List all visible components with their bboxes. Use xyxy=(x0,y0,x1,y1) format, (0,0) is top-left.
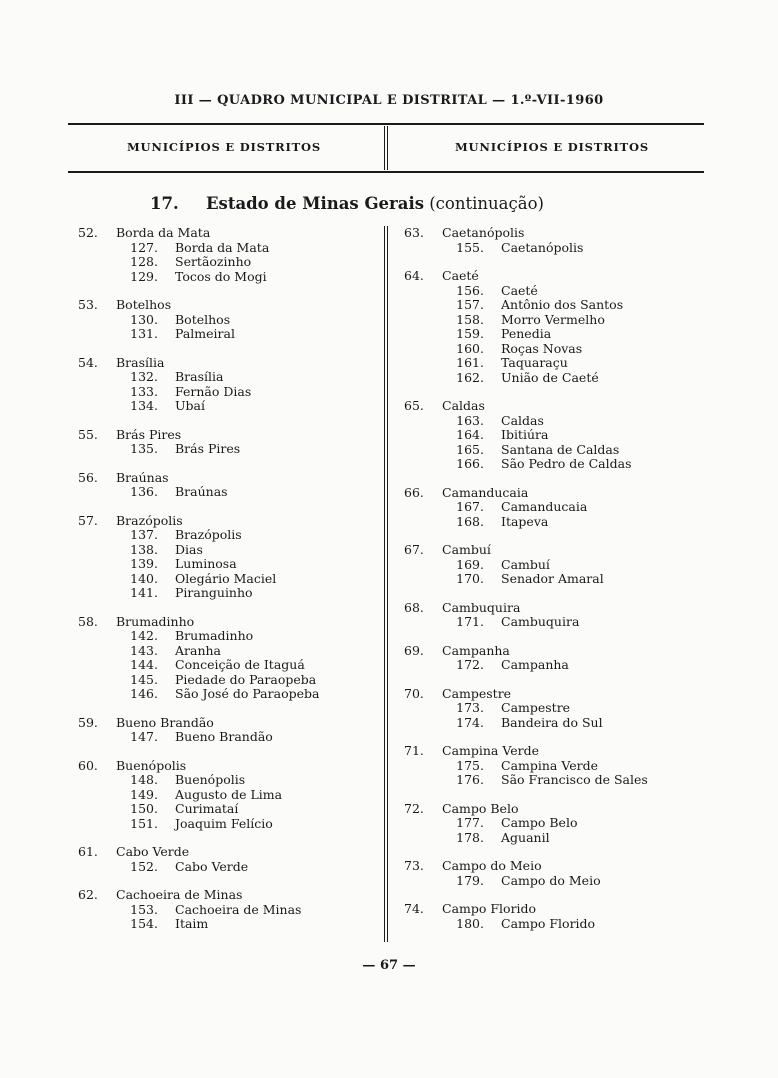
district-row xyxy=(404,716,704,731)
district-number: 152. xyxy=(130,858,158,874)
page-header: III — QUADRO MUNICIPAL E DISTRITAL — 1.º-VII-1960 xyxy=(174,93,604,108)
district-number: 166. xyxy=(456,456,484,471)
municipality-row xyxy=(78,471,378,486)
district-name: Curimataí xyxy=(175,801,239,816)
district-row xyxy=(78,399,378,414)
district-number: 129. xyxy=(130,268,158,284)
district-row xyxy=(404,327,704,342)
municipality-row xyxy=(78,514,378,529)
district-row xyxy=(78,788,378,803)
municipality-row xyxy=(78,615,378,630)
district-row xyxy=(404,457,704,472)
district-name: Brasília xyxy=(175,369,224,384)
municipality-number: 69. xyxy=(404,642,424,658)
district-row xyxy=(78,543,378,558)
district-number: 180. xyxy=(456,915,484,931)
municipality-name: Caeté xyxy=(442,268,479,283)
district-name: União de Caeté xyxy=(501,369,599,385)
district-number: 137. xyxy=(130,527,158,542)
district-number: 139. xyxy=(130,556,158,571)
district-row xyxy=(404,773,704,788)
district-number: 177. xyxy=(456,815,484,830)
municipality-name: Brumadinho xyxy=(116,613,195,629)
district-row xyxy=(78,817,378,832)
district-name: Cambuquira xyxy=(501,614,580,629)
district-row xyxy=(404,313,704,328)
district-number: 134. xyxy=(130,398,158,413)
district-row xyxy=(404,658,704,673)
district-row xyxy=(78,572,378,587)
district-name: São José do Paraopeba xyxy=(175,686,320,701)
district-name: Senador Amaral xyxy=(501,571,604,586)
district-name: Piranguinho xyxy=(175,585,253,600)
district-name: Cabo Verde xyxy=(175,858,249,874)
district-name: Roças Novas xyxy=(501,340,583,356)
municipality-entry xyxy=(404,744,704,788)
district-number: 146. xyxy=(130,686,158,701)
municipality-row xyxy=(404,226,704,241)
district-name: Botelhos xyxy=(175,311,231,327)
district-row xyxy=(78,802,378,817)
section-number: 17. xyxy=(150,194,179,213)
municipality-entry xyxy=(404,543,704,587)
municipality-number: 73. xyxy=(404,858,424,873)
section-title-bold: Estado de Minas Gerais xyxy=(205,194,424,213)
district-number: 164. xyxy=(456,427,484,442)
district-number: 176. xyxy=(456,772,484,787)
municipality-row xyxy=(404,802,704,817)
district-row xyxy=(78,241,378,256)
district-number: 153. xyxy=(130,901,158,917)
district-row xyxy=(78,313,378,328)
district-number: 175. xyxy=(456,757,484,773)
municipality-entry xyxy=(404,644,704,673)
municipality-name: Cachoeira de Minas xyxy=(116,887,243,902)
district-number: 171. xyxy=(456,614,484,629)
district-number: 174. xyxy=(456,714,484,730)
municipality-name: Campo Belo xyxy=(442,800,519,816)
municipality-entry xyxy=(404,486,704,530)
district-row xyxy=(78,385,378,400)
right-column-heading: MUNICÍPIOS E DISTRITOS xyxy=(455,140,649,154)
district-number: 142. xyxy=(130,628,158,643)
district-number: 172. xyxy=(456,657,484,672)
district-row xyxy=(78,255,378,270)
district-name: Sertãozinho xyxy=(175,254,252,269)
district-number: 150. xyxy=(130,801,158,816)
column-divider-2 xyxy=(387,226,388,942)
municipality-name: Campo do Meio xyxy=(442,858,542,873)
municipality-number: 59. xyxy=(78,714,98,730)
district-row xyxy=(78,629,378,644)
district-number: 178. xyxy=(456,829,484,845)
municipality-name: Caldas xyxy=(442,398,485,413)
municipality-name: Botelhos xyxy=(116,297,172,312)
municipality-name: Bueno Brandão xyxy=(116,714,214,730)
municipality-entry xyxy=(78,759,378,832)
district-name: São Pedro de Caldas xyxy=(501,456,632,471)
municipality-name: Campo Florido xyxy=(442,901,537,916)
municipality-number: 74. xyxy=(404,901,424,916)
column-head-divider xyxy=(384,126,385,170)
district-name: Cambuí xyxy=(501,556,550,572)
municipality-row xyxy=(78,716,378,731)
district-number: 170. xyxy=(456,571,484,586)
municipality-name: Cambuí xyxy=(442,542,491,557)
municipality-name: Campina Verde xyxy=(442,743,539,758)
district-row xyxy=(78,370,378,385)
district-name: Augusto de Lima xyxy=(175,786,283,802)
district-name: Aranha xyxy=(175,642,222,658)
district-row xyxy=(404,371,704,386)
district-row xyxy=(78,485,378,500)
district-name: Itapeva xyxy=(501,513,549,529)
district-name: Luminosa xyxy=(175,556,237,571)
district-row xyxy=(404,615,704,630)
municipality-number: 55. xyxy=(78,426,98,442)
district-name: Ubaí xyxy=(175,398,205,413)
municipality-number: 61. xyxy=(78,844,98,859)
district-name: Antônio dos Santos xyxy=(501,297,624,312)
column-divider xyxy=(384,226,385,942)
municipality-entry xyxy=(404,269,704,385)
municipality-number: 70. xyxy=(404,685,424,701)
municipality-name: Camanducaia xyxy=(442,484,529,500)
municipality-name: Cabo Verde xyxy=(116,844,190,859)
district-row xyxy=(404,558,704,573)
district-number: 149. xyxy=(130,786,158,802)
district-number: 167. xyxy=(456,499,484,514)
district-name: Joaquim Felício xyxy=(175,815,273,831)
district-row xyxy=(78,270,378,285)
municipality-number: 56. xyxy=(78,469,98,485)
municipality-number: 65. xyxy=(404,398,424,413)
municipality-number: 60. xyxy=(78,757,98,773)
district-row xyxy=(404,500,704,515)
district-name: Brás Pires xyxy=(175,441,241,456)
header-top-rule xyxy=(68,123,704,125)
district-name: Borda da Mata xyxy=(175,239,270,255)
municipality-name: Braúnas xyxy=(116,469,169,485)
district-name: Penedia xyxy=(501,326,552,341)
district-name: Brumadinho xyxy=(175,628,254,643)
district-number: 162. xyxy=(456,369,484,385)
section-title-rest: (continuação) xyxy=(429,194,544,213)
district-row xyxy=(78,673,378,688)
district-name: Buenópolis xyxy=(175,772,246,787)
municipality-number: 58. xyxy=(78,613,98,629)
municipality-entry xyxy=(78,514,378,601)
page-number: — 67 — xyxy=(362,958,416,973)
municipality-entry xyxy=(78,298,378,342)
district-row xyxy=(78,687,378,702)
municipality-row xyxy=(404,399,704,414)
left-column xyxy=(78,226,378,932)
district-number: 155. xyxy=(456,239,484,255)
municipality-row xyxy=(78,356,378,371)
district-name: Campo Belo xyxy=(501,815,578,830)
district-number: 179. xyxy=(456,872,484,888)
district-number: 127. xyxy=(130,239,158,255)
district-name: Campo Florido xyxy=(501,915,596,931)
municipality-entry xyxy=(78,356,378,414)
municipality-entry xyxy=(78,888,378,932)
district-row xyxy=(78,903,378,918)
municipality-name: Cambuquira xyxy=(442,599,521,615)
district-number: 128. xyxy=(130,254,158,269)
district-row xyxy=(404,572,704,587)
municipality-row xyxy=(404,543,704,558)
district-name: Ibitiúra xyxy=(501,427,549,442)
municipality-entry xyxy=(78,226,378,284)
district-number: 163. xyxy=(456,412,484,428)
municipality-row xyxy=(404,601,704,616)
district-name: São Francisco de Sales xyxy=(501,772,648,787)
district-name: Camanducaia xyxy=(501,499,588,514)
municipality-entry xyxy=(78,471,378,500)
district-name: Fernão Dias xyxy=(175,383,252,399)
district-name: Morro Vermelho xyxy=(501,311,605,327)
right-column xyxy=(404,226,704,931)
municipality-row xyxy=(78,428,378,443)
district-number: 169. xyxy=(456,556,484,572)
municipality-row xyxy=(78,298,378,313)
district-name: Piedade do Paraopeba xyxy=(175,671,317,687)
column-head-divider-2 xyxy=(387,126,388,170)
municipality-entry xyxy=(404,687,704,731)
municipality-row xyxy=(78,888,378,903)
district-row xyxy=(404,356,704,371)
district-name: Caeté xyxy=(501,282,538,298)
district-number: 168. xyxy=(456,513,484,529)
header-bottom-rule xyxy=(68,171,704,173)
district-row xyxy=(404,298,704,313)
district-name: Bueno Brandão xyxy=(175,729,273,744)
municipality-number: 52. xyxy=(78,225,98,240)
district-row xyxy=(78,327,378,342)
municipality-name: Campanha xyxy=(442,642,510,658)
district-name: Campestre xyxy=(501,700,571,715)
municipality-name: Buenópolis xyxy=(116,757,187,773)
district-number: 131. xyxy=(130,326,158,341)
left-column-heading: MUNICÍPIOS E DISTRITOS xyxy=(127,140,321,154)
district-number: 135. xyxy=(130,441,158,456)
district-number: 158. xyxy=(456,311,484,327)
municipality-entry xyxy=(404,226,704,255)
district-row xyxy=(78,658,378,673)
municipality-row xyxy=(404,744,704,759)
district-row xyxy=(404,342,704,357)
district-name: Braúnas xyxy=(175,484,228,499)
district-row xyxy=(404,241,704,256)
municipality-entry xyxy=(404,859,704,888)
municipality-number: 54. xyxy=(78,354,98,370)
district-number: 147. xyxy=(130,729,158,744)
district-name: Campina Verde xyxy=(501,757,598,773)
municipality-row xyxy=(78,226,378,241)
municipality-number: 57. xyxy=(78,512,98,528)
district-row xyxy=(404,831,704,846)
district-name: Olegário Maciel xyxy=(175,570,277,586)
district-row xyxy=(404,917,704,932)
district-name: Tocos do Mogi xyxy=(175,268,267,284)
district-row xyxy=(78,586,378,601)
district-number: 161. xyxy=(456,355,484,370)
district-row xyxy=(78,557,378,572)
district-number: 141. xyxy=(130,585,158,600)
district-number: 173. xyxy=(456,700,484,715)
municipality-number: 71. xyxy=(404,743,424,758)
municipality-entry xyxy=(78,615,378,702)
municipality-name: Caetanópolis xyxy=(442,225,525,240)
district-number: 138. xyxy=(130,541,158,557)
municipality-entry xyxy=(78,428,378,457)
district-row xyxy=(404,816,704,831)
district-number: 136. xyxy=(130,484,158,499)
district-name: Brazópolis xyxy=(175,527,242,542)
municipality-entry xyxy=(404,802,704,846)
municipality-number: 53. xyxy=(78,297,98,312)
municipality-number: 62. xyxy=(78,887,98,902)
municipality-entry xyxy=(78,716,378,745)
district-row xyxy=(78,860,378,875)
district-row xyxy=(404,874,704,889)
municipality-number: 67. xyxy=(404,542,424,557)
municipality-number: 66. xyxy=(404,484,424,500)
district-name: Conceição de Itaguá xyxy=(175,657,305,672)
district-row xyxy=(404,428,704,443)
municipality-number: 63. xyxy=(404,225,424,240)
district-number: 151. xyxy=(130,815,158,831)
district-name: Campanha xyxy=(501,657,569,672)
district-name: Taquaraçu xyxy=(501,355,568,370)
district-row xyxy=(78,644,378,659)
district-row xyxy=(404,414,704,429)
section-title xyxy=(150,194,670,213)
municipality-name: Campestre xyxy=(442,685,512,701)
district-row xyxy=(78,917,378,932)
municipality-name: Borda da Mata xyxy=(116,225,211,240)
district-number: 133. xyxy=(130,383,158,399)
municipality-row xyxy=(404,859,704,874)
district-row xyxy=(78,528,378,543)
municipality-number: 68. xyxy=(404,599,424,615)
district-name: Bandeira do Sul xyxy=(501,714,603,730)
district-number: 132. xyxy=(130,369,158,384)
district-number: 159. xyxy=(456,326,484,341)
district-name: Santana de Caldas xyxy=(501,441,620,457)
district-name: Caetanópolis xyxy=(501,239,584,255)
district-name: Palmeiral xyxy=(175,326,235,341)
district-row xyxy=(404,284,704,299)
municipality-name: Brazópolis xyxy=(116,512,183,528)
municipality-row xyxy=(404,486,704,501)
district-row xyxy=(404,701,704,716)
municipality-number: 64. xyxy=(404,268,424,283)
district-number: 154. xyxy=(130,916,158,931)
district-number: 156. xyxy=(456,282,484,298)
district-name: Aguanil xyxy=(501,829,550,845)
district-number: 145. xyxy=(130,671,158,687)
district-name: Itaim xyxy=(175,916,209,931)
district-row xyxy=(404,515,704,530)
municipality-entry xyxy=(404,601,704,630)
district-name: Cachoeira de Minas xyxy=(175,901,302,917)
municipality-name: Brás Pires xyxy=(116,426,182,442)
municipality-entry xyxy=(404,399,704,472)
district-number: 160. xyxy=(456,340,484,356)
district-number: 130. xyxy=(130,311,158,327)
municipality-entry xyxy=(78,845,378,874)
district-number: 140. xyxy=(130,570,158,586)
district-row xyxy=(404,443,704,458)
district-row xyxy=(404,759,704,774)
district-name: Campo do Meio xyxy=(501,872,601,888)
district-number: 143. xyxy=(130,642,158,658)
municipality-row xyxy=(404,644,704,659)
district-name: Dias xyxy=(175,541,203,557)
municipality-row xyxy=(78,759,378,774)
district-number: 148. xyxy=(130,772,158,787)
municipality-name: Brasília xyxy=(116,354,165,370)
municipality-number: 72. xyxy=(404,800,424,816)
district-number: 157. xyxy=(456,297,484,312)
district-name: Caldas xyxy=(501,412,544,428)
district-number: 165. xyxy=(456,441,484,457)
municipality-row xyxy=(78,845,378,860)
municipality-row xyxy=(404,269,704,284)
district-number: 144. xyxy=(130,657,158,672)
municipality-row xyxy=(404,687,704,702)
district-row xyxy=(78,773,378,788)
district-row xyxy=(78,730,378,745)
municipality-row xyxy=(404,902,704,917)
municipality-entry xyxy=(404,902,704,931)
district-row xyxy=(78,442,378,457)
